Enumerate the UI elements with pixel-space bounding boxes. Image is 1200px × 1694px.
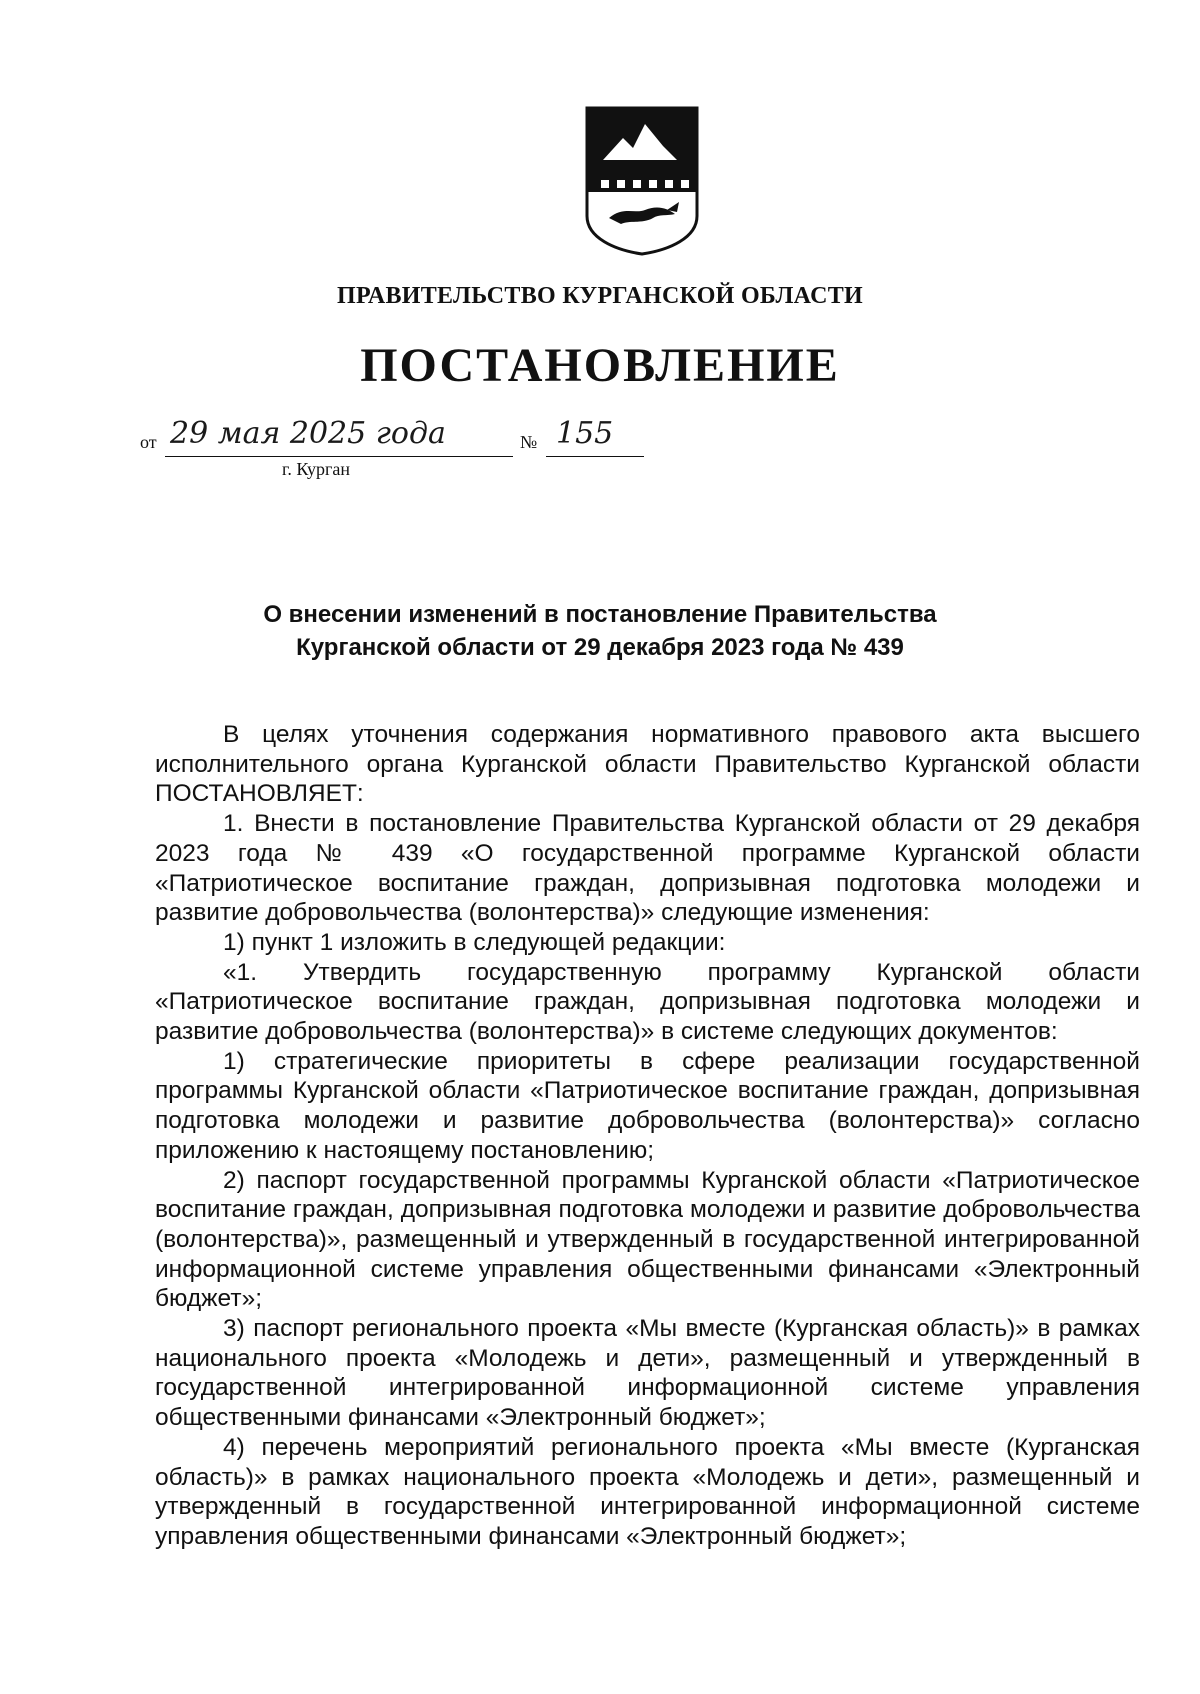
paragraph: В целях уточнения содержания нормативного правового акта высшего исполнительного органа Курганской области Правительство Курганской области ПОСТАНОВЛЯЕТ: [155, 721, 1140, 808]
number-prefix: № [520, 432, 538, 452]
title-line-2: Курганской области от 29 декабря 2023 года № 439 [296, 634, 904, 661]
paragraph: 3) паспорт регионального проекта «Мы вместе (Курганская область)» в рамках национального проекта «Молодежь и дети», размещенный и утвержденный в государственной интегрированной информационной системе управления общественными финансами «Электронный бюджет»; [155, 1315, 1140, 1432]
paragraph: «1. Утвердить государственную программу Курганской области «Патриотическое воспитание граждан, допризывная подготовка молодежи и развитие добровольчества (волонтерства)» в системе следующих документов: [155, 958, 1140, 1046]
document-title [180, 598, 1020, 664]
city: г. Курган [282, 459, 351, 479]
date-prefix: от [140, 432, 157, 452]
document-type: ПОСТАНОВЛЕНИЕ [360, 339, 840, 392]
title-line-1: О внесении изменений в постановление Правительства [263, 601, 937, 628]
paragraph: 1. Внести в постановление Правительства Курганской области от 29 декабря 2023 года № 439 «О государственной программе Курганской области «Патриотическое воспитание граждан, допризывная подготовка молодежи и развитие добровольчества (волонтерства)» следующие изменения: [155, 810, 1140, 927]
paragraph: 4) перечень мероприятий регионального проекта «Мы вместе (Курганская область)» в рамках национального проекта «Молодежь и дети», размещенный и утвержденный в государственной интегрированной информационной системе управления общественными финансами «Электронный бюджет»; [155, 1433, 1140, 1550]
paragraph: 1) стратегические приоритеты в сфере реализации государственной программы Курганской области «Патриотическое воспитание граждан, допризывная подготовка молодежи и развитие добровольчества (волонтерства)» согласно приложению к настоящему постановлению; [155, 1047, 1140, 1164]
organization-name: ПРАВИТЕЛЬСТВО КУРГАНСКОЙ ОБЛАСТИ [336, 283, 864, 309]
document-body [155, 720, 1140, 1552]
document-meta [0, 416, 1200, 500]
paragraph: 1) пункт 1 изложить в следующей редакции: [223, 928, 726, 956]
paragraph: 2) паспорт государственной программы Курганской области «Патриотическое воспитание граждан, допризывная подготовка молодежи и развитие добровольчества (волонтерства)», размещенный и утвержденный в государственной интегрированной информационной системе управления общественными финансами «Электронный бюджет»; [155, 1166, 1140, 1313]
date-underline [165, 456, 513, 457]
coat-of-arms-icon [583, 104, 701, 256]
number-underline [546, 456, 644, 457]
number-handwritten: 155 [556, 416, 614, 451]
date-handwritten: 29 мая 2025 года [170, 416, 446, 451]
